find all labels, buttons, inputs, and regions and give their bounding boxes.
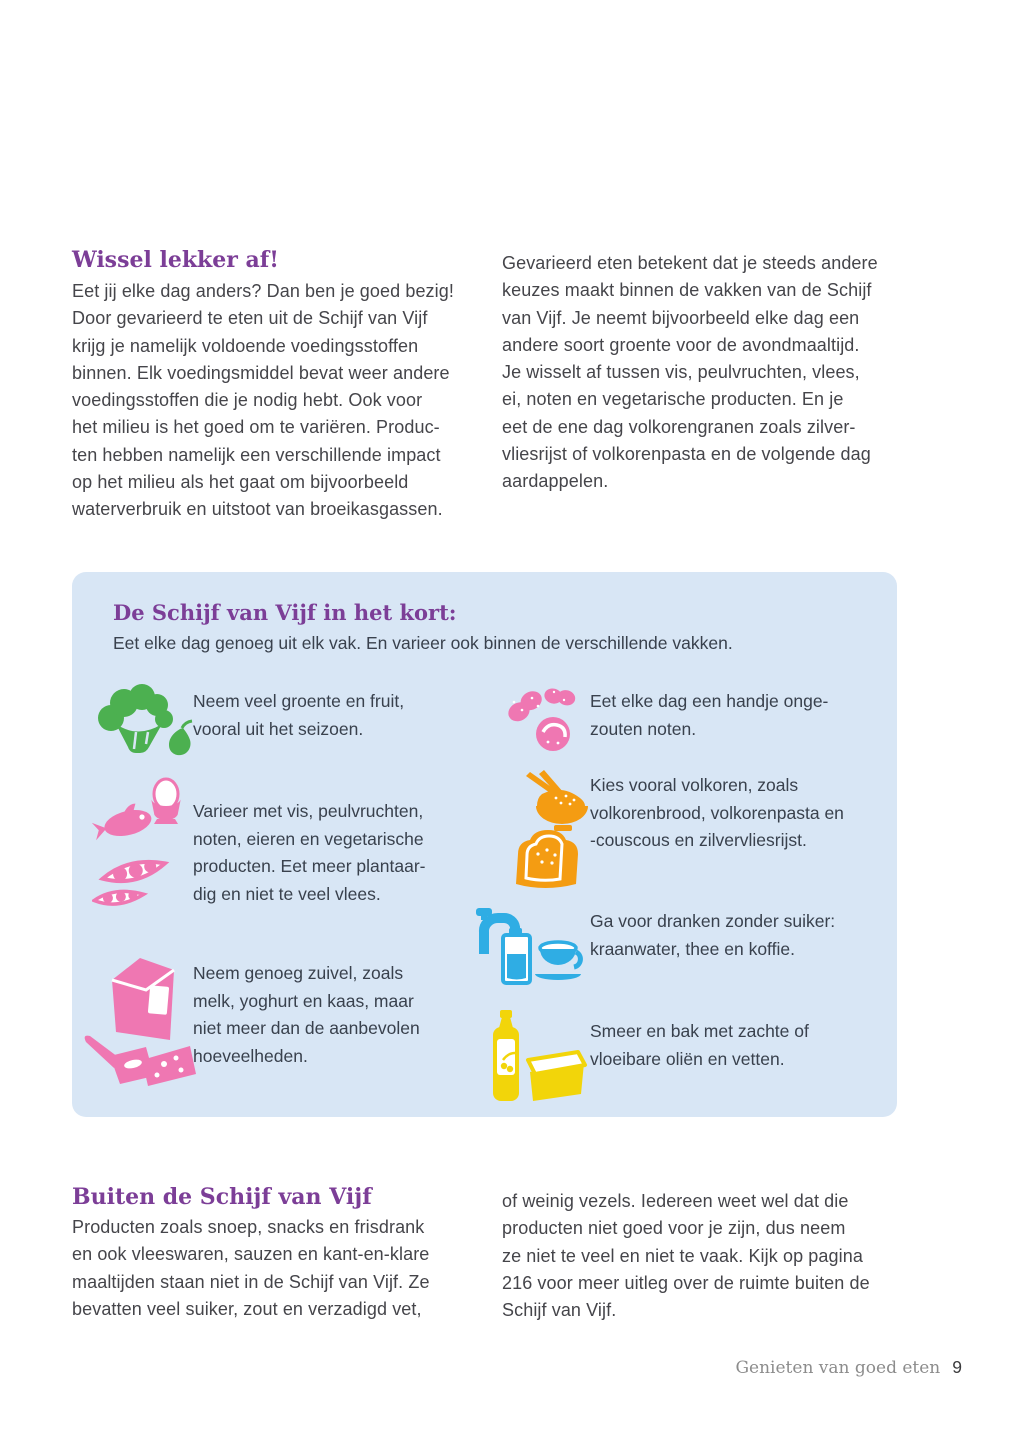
heading-wissel-lekker-af: Wissel lekker af! [72, 247, 279, 273]
item-vegetables-text: Neem veel groente en fruit, vooral uit het seizoen. [193, 691, 405, 739]
item-fats-text: Smeer en bak met zachte of vloeibare oliën en vetten. [590, 1021, 809, 1069]
outside-left-paragraph: Producten zoals snoep, snacks en frisdrank en ook vleeswaren, sauzen en kant-en-klare maaltijden staan niet in de Schijf van Vijf. Ze bevatten veel suiker, zout en verzadigd vet, [72, 1217, 430, 1319]
broccoli-pear-icon [96, 682, 196, 766]
outside-right-paragraph: of weinig vezels. Iedereen weet wel dat die producten niet goed voor je zijn, dus neem ze niet te veel en niet te vaak. Kijk op pagina 216 voor meer uitleg over de ruimte buiten de Schijf van Vijf. [502, 1191, 870, 1321]
intro-left-paragraph: Eet jij elke dag anders? Dan ben je goed bezig! Door gevarieerd te eten uit de Schijf van Vijf krijg je namelijk voldoende voedingsstoffen binnen. Elk voedingsmiddel bevat weer andere voedingsstoffen die je nodig hebt. Ook voor het milieu is het goed om te variëren. Produc- ten hebben namelijk een verschillende impact op het milieu als het gaat om bijvoorbeeld waterverbruik en uitstoot van broeikasgassen. [72, 281, 454, 520]
tap-water-coffee-icon [472, 902, 584, 986]
heading-buiten-schijf: Buiten de Schijf van Vijf [72, 1184, 372, 1210]
intro-right-paragraph: Gevarieerd eten betekent dat je steeds andere keuzes maakt binnen de vakken van de Schijf van Vijf. Je neemt bijvoorbeeld elke dag een andere soort groente voor de avondmaaltijd. Je wisselt af tussen vis, peulvruchten, vlees, ei, noten en vegetarische producten. En je eet de ene dag volkorengranen zoals zilver- vliesrijst of volkorenpasta en de volgende dag aardappelen. [502, 253, 878, 492]
fish-egg-peapods-icon [92, 774, 194, 910]
footer-page-number: 9 [952, 1357, 962, 1377]
box-heading: De Schijf van Vijf in het kort: [113, 600, 457, 625]
item-dairy-text: Neem genoeg zuivel, zoals melk, yoghurt en kaas, maar niet meer dan de aanbevolen hoeveelheden. [193, 963, 420, 1066]
box-subheading: Eet elke dag genoeg uit elk vak. En varieer ook binnen de verschillende vakken. [113, 633, 733, 653]
item-protein-text: Varieer met vis, peulvruchten, noten, eieren en vegetarische producten. Eet meer plantaar- dig en niet te veel vlees. [193, 801, 426, 904]
nuts-icon [502, 684, 582, 756]
footer-running-title: Genieten van goed eten [735, 1358, 941, 1378]
item-drinks-text: Ga voor dranken zonder suiker: kraanwater, thee en koffie. [590, 911, 836, 959]
milk-cheese-icon [78, 944, 204, 1088]
ricebowl-bread-icon [500, 770, 602, 894]
oil-butter-icon [484, 1010, 588, 1104]
item-grains-text: Kies vooral volkoren, zoals volkorenbrood, volkorenpasta en -couscous en zilvervliesrijst. [590, 775, 844, 850]
item-nuts-text: Eet elke dag een handje onge- zouten noten. [590, 691, 829, 739]
page-footer [735, 1357, 962, 1378]
schijf-van-vijf-summary-box [72, 572, 897, 1117]
